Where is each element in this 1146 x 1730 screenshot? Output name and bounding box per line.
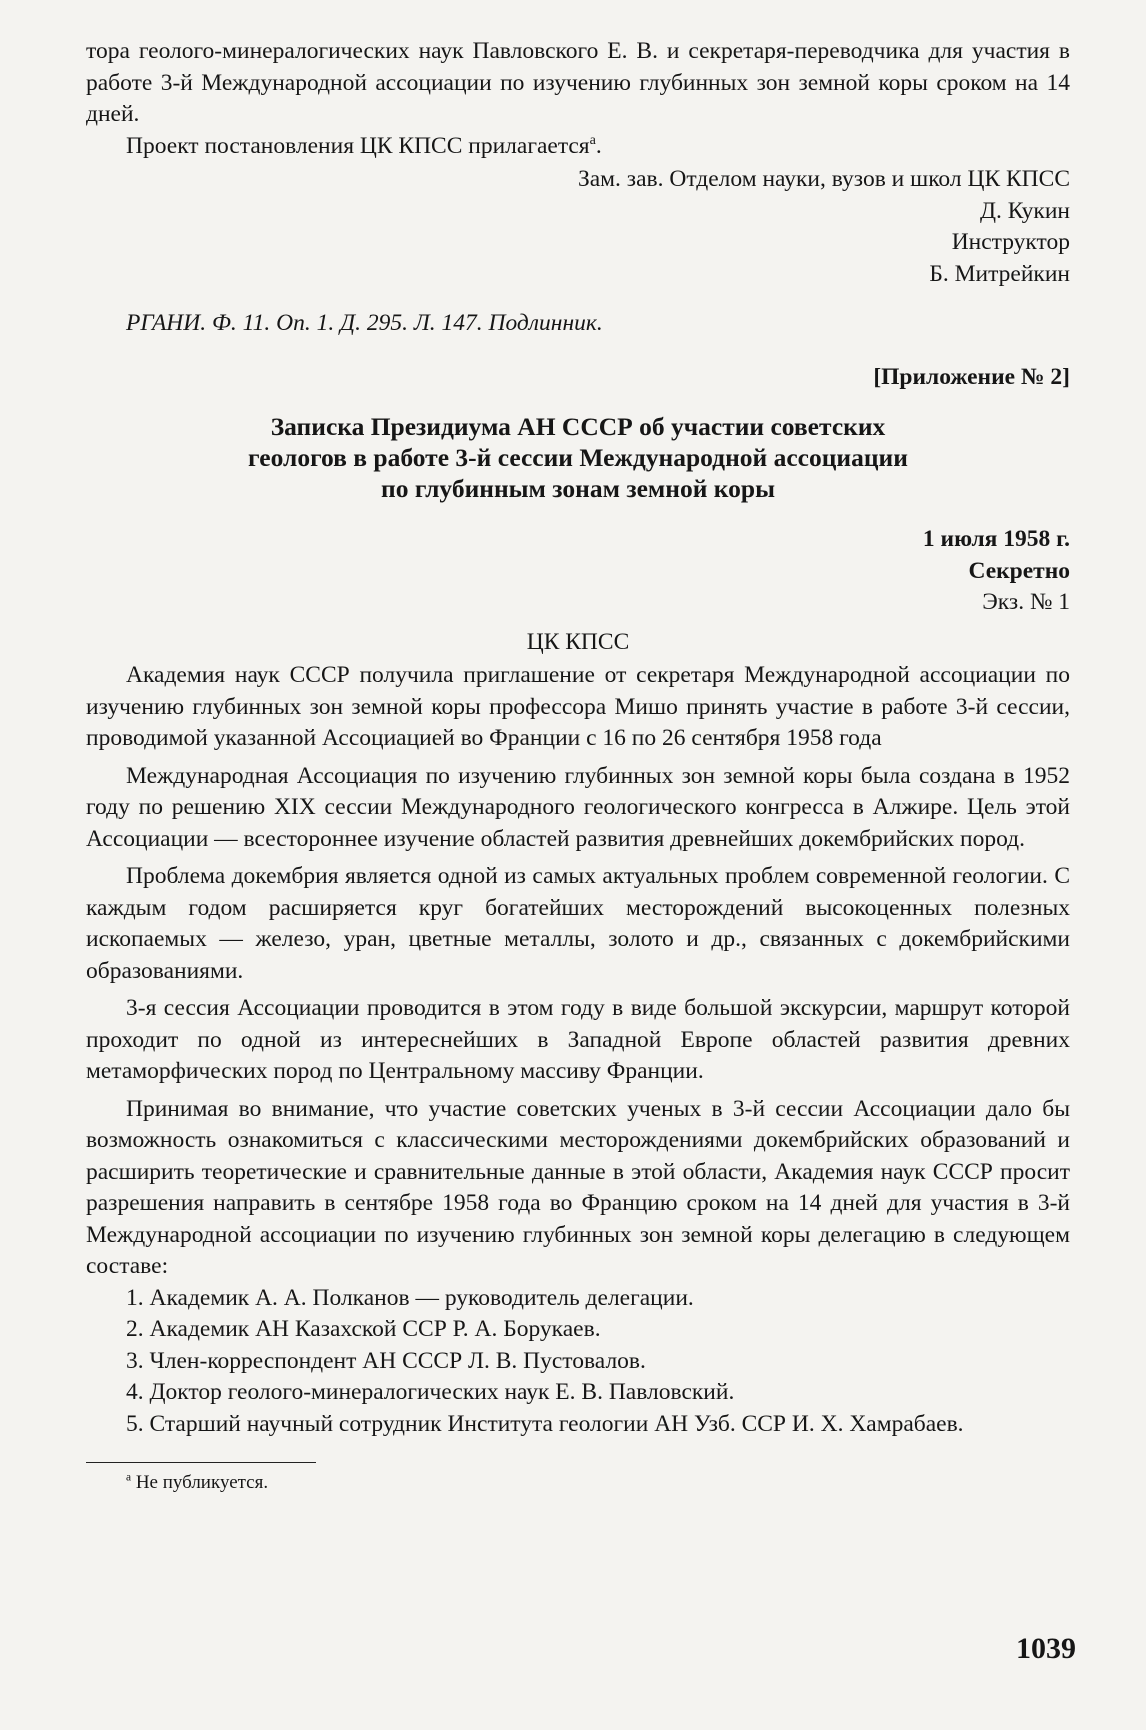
attachment-note: Проект постановления ЦК КПСС прилагается$^а$. bbox=[126, 131, 602, 159]
paragraph-5: Принимая во внимание, что участие советских ученых в 3-й сессии Ассоциации дало бы возможность ознакомиться с классическими месторождениями докембрийских образований и расширить теоретические и сравнительные данные в этой области, Академия наук СССР просит разрешения направить в сентябре 1958 года во Францию сроком на 14 дней для участия в 3-й Международной ассоциации по изучению глубинных зон земной коры делегацию в следующем составе: bbox=[86, 1095, 1070, 1279]
delegation-member-1: 1. Академик А. А. Полканов — руководитель делегации. bbox=[126, 1284, 694, 1311]
footnote-marker: а bbox=[589, 131, 596, 148]
title-line-3: по глубинным зонам земной коры bbox=[381, 474, 775, 503]
archive-reference: РГАНИ. Ф. 11. Оп. 1. Д. 295. Л. 147. Подлинник. bbox=[126, 310, 603, 336]
document-title bbox=[86, 411, 1070, 504]
delegation-member-4: 4. Доктор геолого-минералогических наук Е. В. Павловский. bbox=[126, 1379, 735, 1405]
paragraph-2: Международная Ассоциация по изучению глубинных зон земной коры была создана в 1952 году по решению XIX сессии Международного геологического конгресса в Алжире. Цель этой Ассоциации — всестороннее изучение областей развития древнейших докембрийских пород. bbox=[86, 762, 1070, 852]
delegation-member-5: 5. Старший научный сотрудник Института геологии АН Узб. ССР И. Х. Хамрабаев. bbox=[126, 1410, 964, 1437]
classification-stamp: Секретно bbox=[968, 557, 1070, 584]
document-header bbox=[86, 524, 1070, 619]
delegation-member-3: 3. Член-корреспондент АН СССР Л. В. Пустовалов. bbox=[126, 1347, 646, 1374]
signature-name-1: Д. Кукин bbox=[979, 197, 1070, 224]
copy-number: Экз. № 1 bbox=[982, 589, 1070, 615]
appendix-label: [Приложение № 2] bbox=[873, 363, 1070, 390]
title-line-1: Записка Президиума АН СССР об участии советских bbox=[270, 412, 886, 441]
attachment-note-text: Проект постановления ЦК КПСС прилагается bbox=[126, 132, 590, 159]
title-line-2: геологов в работе 3-й сессии Международной ассоциации bbox=[248, 443, 908, 472]
page-number: 1039 bbox=[1016, 1632, 1076, 1665]
paragraph-3: Проблема докембрия является одной из самых актуальных проблем современной геологии. С каждым годом расширяется круг богатейших месторождений высокоценных полезных ископаемых — железо, уран, цветные металлы, золото и др., связанных с докембрийскими образованиями. bbox=[86, 863, 1070, 984]
footnote-text: Не публикуется. bbox=[135, 1472, 269, 1493]
addressee: ЦК КПСС bbox=[526, 628, 630, 655]
signature-position-2: Инструктор bbox=[951, 229, 1070, 255]
footnote-divider bbox=[86, 1462, 316, 1463]
delegation-list bbox=[86, 1283, 1070, 1441]
continuation-text: тора геолого-минералогических наук Павловского Е. В. и секретаря-переводчика для участия в работе 3-й Международной ассоциации по изучению глубинных зон земной коры сроком на 14 дней. bbox=[86, 38, 1070, 127]
signature-name-2: Б. Митрейкин bbox=[929, 260, 1070, 287]
signature-block bbox=[86, 164, 1070, 290]
footnote-mark: а bbox=[126, 1471, 132, 1484]
paragraph-4: 3-я сессия Ассоциации проводится в этом году в виде большой экскурсии, маршрут которой проходит по одной из интереснейших в Западной Европе областей развития древних метаморфических пород по Центральному массиву Франции. bbox=[86, 995, 1070, 1084]
footnote bbox=[86, 1471, 1070, 1495]
signature-position-1: Зам. зав. Отделом науки, вузов и школ ЦК КПСС bbox=[577, 166, 1070, 192]
delegation-member-2: 2. Академик АН Казахской ССР Р. А. Борукаев. bbox=[126, 1316, 601, 1342]
paragraph-1: Академия наук СССР получила приглашение от секретаря Международной ассоциации по изучению глубинных зон земной коры профессора Мишо принять участие в работе 3-й сессии, проводимой указанной Ассоциацией во Франции с 16 по 26 сентября 1958 года bbox=[86, 662, 1070, 751]
document-page bbox=[86, 36, 1070, 1495]
document-date: 1 июля 1958 г. bbox=[922, 526, 1070, 552]
